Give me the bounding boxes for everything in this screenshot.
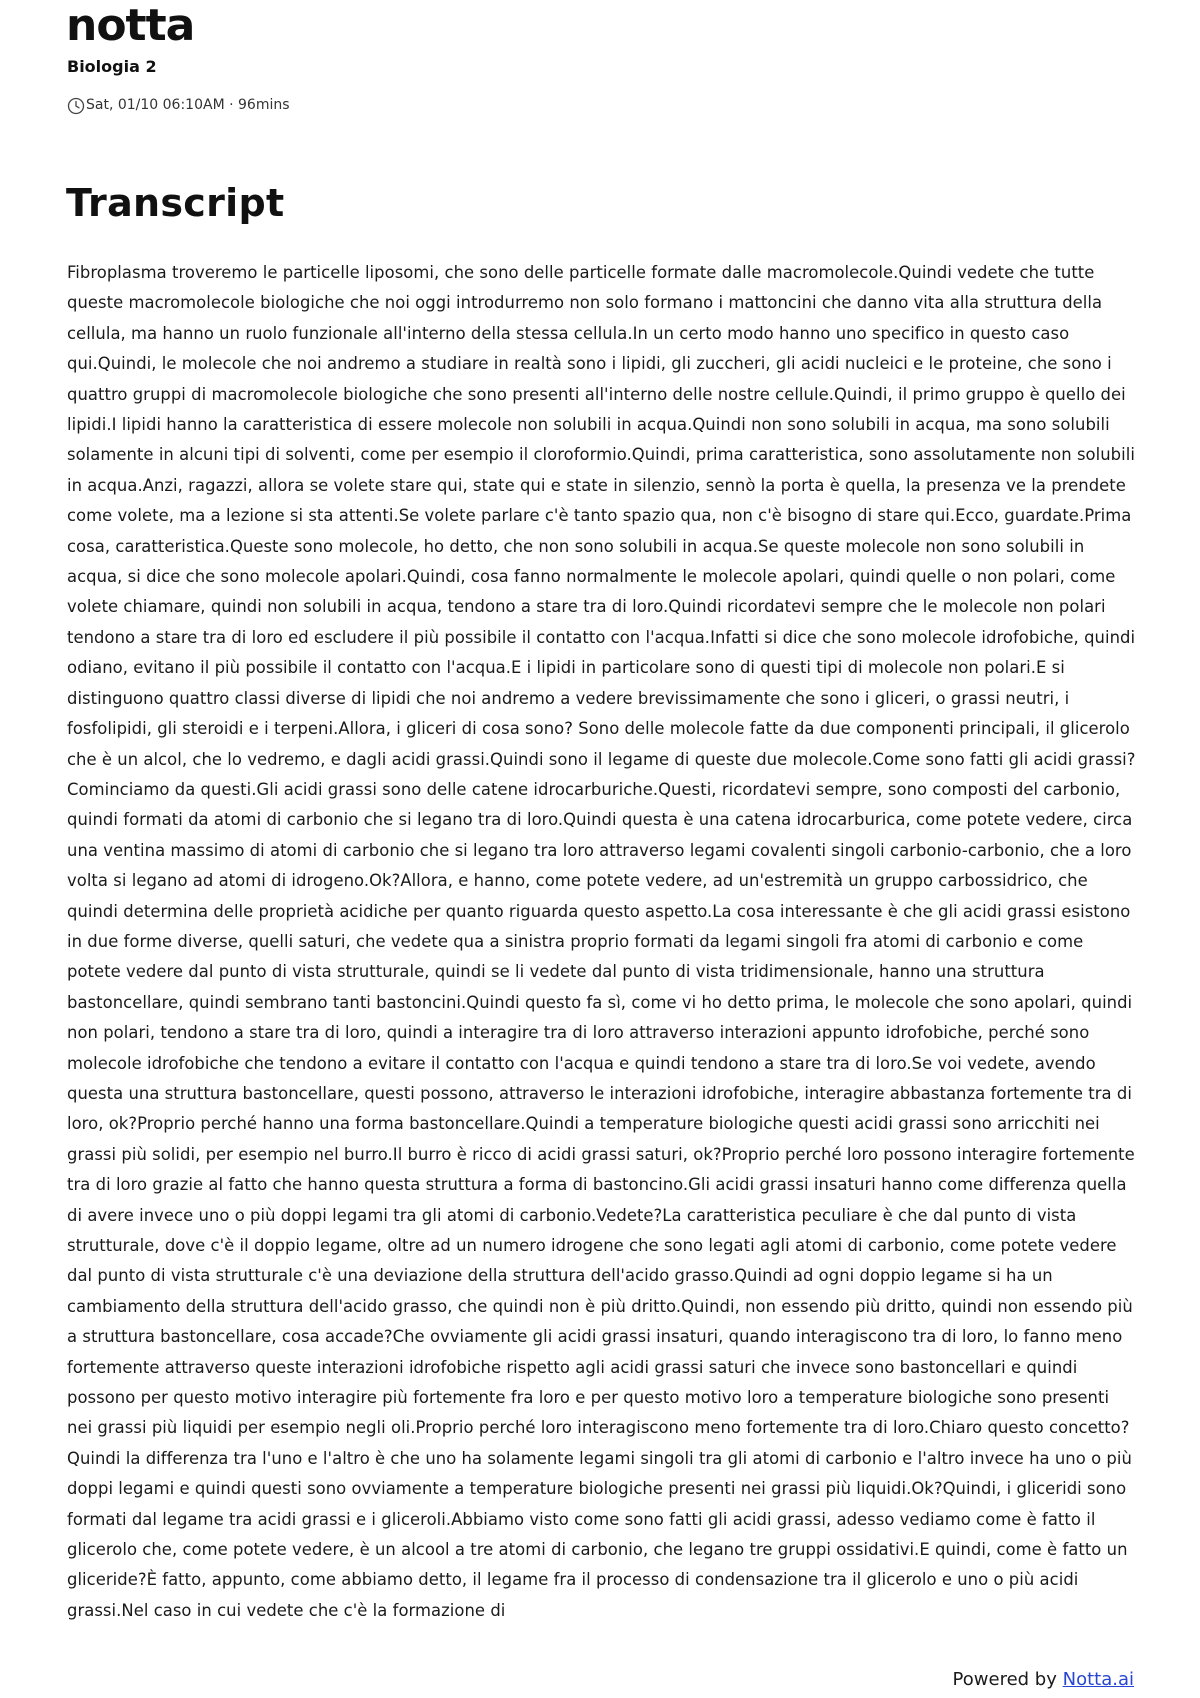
transcript-body: Fibroplasma troveremo le particelle liposomi, che sono delle particelle formate dalle macromolecole.Quindi vedete che tutte queste macromolecole biologiche che noi oggi introdurremo non solo formano i mattoncini che danno vita alla struttura della cellula, ma hanno un ruolo funzionale all'interno della stessa cellula.In un certo modo hanno uno specifico in questo caso qui.Quindi, le molecole che noi andremo a studiare in realtà sono i lipidi, gli zuccheri, gli acidi nucleici e le proteine, che sono i quattro gruppi di macromolecole biologiche che sono presenti all'interno delle nostre cellule.Quindi, il primo gruppo è quello dei lipidi.I lipidi hanno la caratteristica di essere molecole non solubili in acqua.Quindi non sono solubili in acqua, ma sono solubili solamente in alcuni tipi di solventi, come per esempio il cloroformio.Quindi, prima caratteristica, sono assolutamente non solubili in acqua.Anzi, ragazzi, allora se volete stare qui, state qui e state in silenzio, sennò la porta è quella, la presenza ve la prendete come volete, ma a lezione si sta attenti.Se volete parlare c'è tanto spazio qua, non c'è bisogno di stare qui.Ecco, guardate.Prima cosa, caratteristica.Queste sono molecole, ho detto, che non sono solubili in acqua.Se queste molecole non sono solubili in acqua, si dice che sono molecole apolari.Quindi, cosa fanno normalmente le molecole apolari, quindi quelle o non polari, come volete chiamare, quindi non solubili in acqua, tendono a stare tra di loro.Quindi ricordatevi sempre che le molecole non polari tendono a stare tra di loro ed escludere il più possibile il contatto con l'acqua.Infatti si dice che sono molecole idrofobiche, quindi odiano, evitano il più possibile il contatto con l'acqua.E i lipidi in particolare sono di questi tipi di molecole non polari.E si distinguono quattro classi diverse di lipidi che noi andremo a vedere brevissimamente che sono i gliceri, o grassi neutri, i fosfolipidi, gli steroidi e i terpeni.Allora, i gliceri di cosa sono? Sono delle molecole fatte da due componenti principali, il glicerolo che è un alcol, che lo vedremo, e dagli acidi grassi.Quindi sono il legame di queste due molecole.Come sono fatti gli acidi grassi?Cominciamo da questi.Gli acidi grassi sono delle catene idrocarburiche.Questi, ricordatevi sempre, sono composti del carbonio, quindi formati da atomi di carbonio che si legano tra di loro.Quindi questa è una catena idrocarburica, come potete vedere, circa una ventina massimo di atomi di carbonio che si legano tra loro attraverso legami covalenti singoli carbonio-carbonio, che a loro volta si legano ad atomi di idrogeno.Ok?Allora, e hanno, come potete vedere, ad un'estremità un gruppo carbossidrico, che quindi determina delle proprietà acidiche per quanto riguarda questo aspetto.La cosa interessante è che gli acidi grassi esistono in due forme diverse, quelli saturi, che vedete qua a sinistra proprio formati da legami singoli fra atomi di carbonio e come potete vedere dal punto di vista strutturale, quindi se li vedete dal punto di vista tridimensionale, hanno una struttura bastoncellare, quindi sembrano tanti bastoncini.Quindi questo fa sì, come vi ho detto prima, le molecole che sono apolari, quindi non polari, tendono a stare tra di loro, quindi a interagire tra di loro attraverso interazioni appunto idrofobiche, perché sono molecole idrofobiche che tendono a evitare il contatto con l'acqua e quindi tendono a stare tra di loro.Se voi vedete, avendo questa una struttura bastoncellare, questi possono, attraverso le interazioni idrofobiche, interagire abbastanza fortemente tra di loro, ok?Proprio perché hanno una forma bastoncellare.Quindi a temperature biologiche questi acidi grassi sono arricchiti nei grassi più solidi, per esempio nel burro.Il burro è ricco di acidi grassi saturi, ok?Proprio perché loro possono interagire fortemente tra di loro grazie al fatto che hanno questa struttura a forma di bastoncino.Gli acidi grassi insaturi hanno come differenza quella di avere invece uno o più doppi legami tra gli atomi di carbonio.Vedete?La caratteristica peculiare è che dal punto di vista strutturale, dove c'è il doppio legame, oltre ad un numero idrogene che sono legati agli atomi di carbonio, come potete vedere dal punto di vista strutturale c'è una deviazione della struttura dell'acido grasso.Quindi ad ogni doppio legame si ha un cambiamento della struttura dell'acido grasso, che quindi non è più dritto.Quindi, non essendo più dritto, quindi non essendo più a struttura bastoncellare, cosa accade?Che ovviamente gli acidi grassi insaturi, quando interagiscono tra di loro, lo fanno meno fortemente attraverso queste interazioni idrofobiche rispetto agli acidi grassi saturi che invece sono bastoncellari e quindi possono per questo motivo interagire più fortemente fra loro e per questo motivo loro a temperature biologiche sono presenti nei grassi più liquidi per esempio negli oli.Proprio perché loro interagiscono meno fortemente tra di loro.Chiaro questo concetto?Quindi la differenza tra l'uno e l'altro è che uno ha solamente legami singoli tra gli atomi di carbonio e l'altro invece ha uno o più doppi legami e quindi questi sono ovviamente a temperature biologiche presenti nei grassi più liquidi.Ok?Quindi, i gliceridi sono formati dal legame tra acidi grassi e i gliceroli.Abbiamo visto come sono fatti gli acidi grassi, adesso vediamo come è fatto il glicerolo che, come potete vedere, è un alcool a tre atomi di carbonio, che legano tre gruppi ossidativi.E quindi, come è fatto un gliceride?È fatto, appunto, come abbiamo detto, il legame fra il processo di condensazione tra il glicerolo e uno o più acidi grassi.Nel caso in cui vedete che c'è la formazione di [67, 263, 1136, 1620]
recording-datetime: Sat, 01/10 06:10AM [86, 97, 225, 113]
meta-separator: · [224, 97, 239, 113]
notta-logo: notta [66, 0, 195, 51]
recording-title: Biologia 2 [67, 57, 157, 76]
powered-by-footer [953, 1669, 1134, 1690]
recording-meta [67, 96, 290, 114]
transcript-heading: Transcript [66, 181, 285, 225]
recording-duration: 96mins [238, 97, 290, 113]
notta-ai-link[interactable]: Notta.ai [1062, 1669, 1134, 1690]
powered-by-label: Powered by [952, 1669, 1057, 1690]
clock-icon [67, 97, 85, 115]
